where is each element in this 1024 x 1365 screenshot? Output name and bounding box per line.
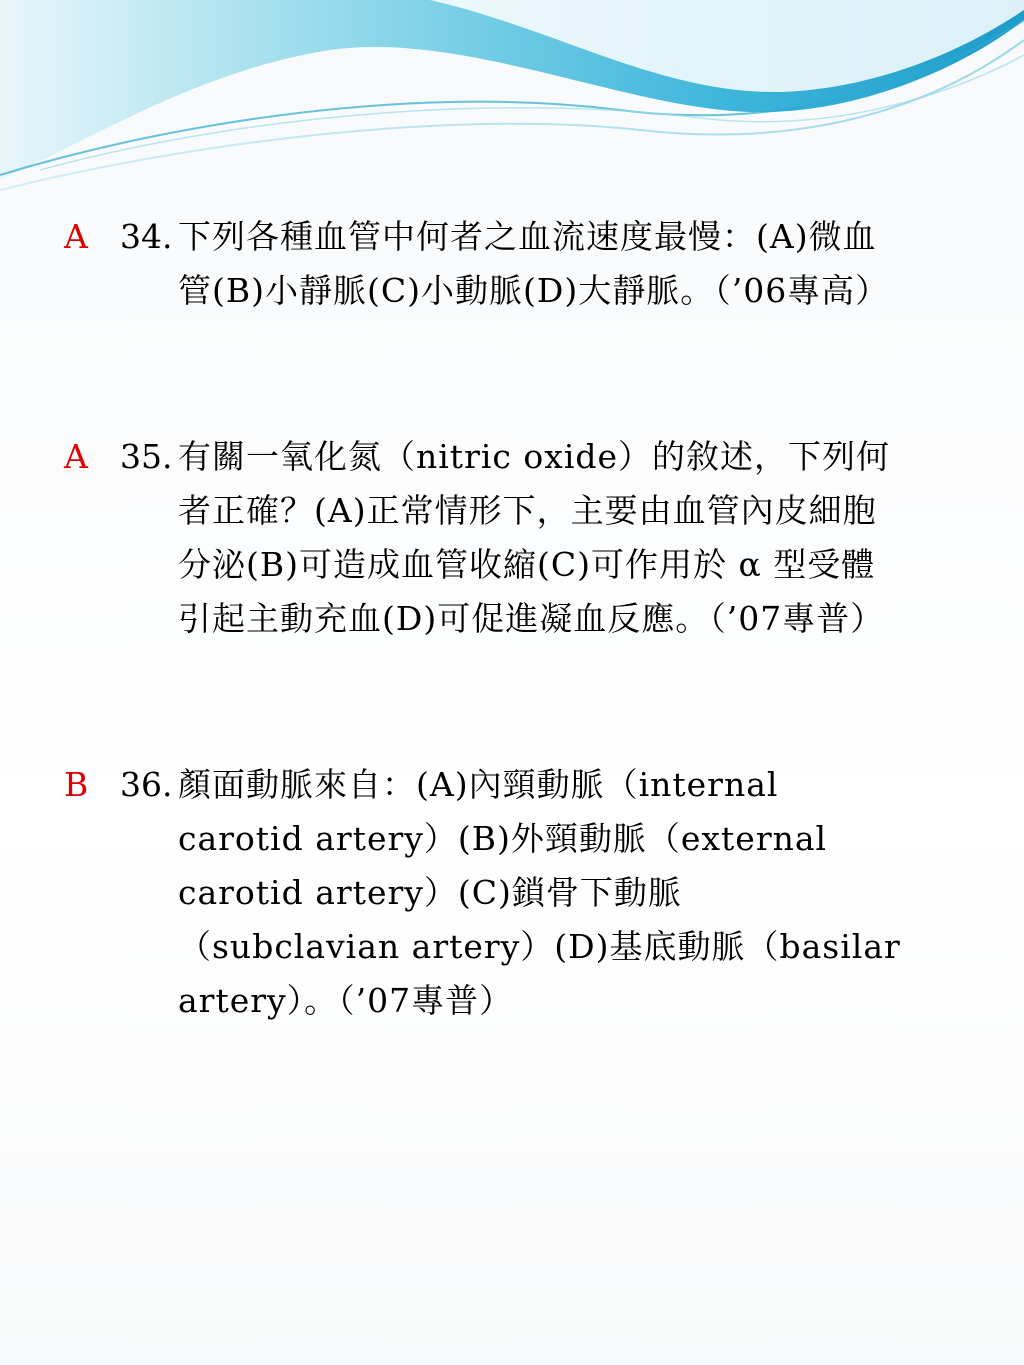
question-text: 下列各種血管中何者之血流速度最慢：(A)微血管(B)小靜脈(C)小動脈(D)大靜脈。（’06專高） (178, 217, 890, 310)
question-number: 35. (120, 437, 173, 476)
answer-label: A (64, 437, 88, 476)
question-text: 顏面動脈來自：(A)內頸動脈（internal carotid artery）(B)外頸動脈（external carotid artery）(C)鎖骨下動脈（subclavian artery）(D)基底動脈（basilar artery）。（’07專普） (178, 765, 901, 1020)
question-number: 36. (120, 765, 173, 804)
answer-label: A (64, 217, 88, 256)
question-number: 34. (120, 217, 173, 256)
header-wave-decoration (0, 0, 1024, 230)
answer-label: B (64, 765, 89, 804)
question-text: 有關一氧化氮（nitric oxide）的敘述，下列何者正確？(A)正常情形下，主要由血管內皮細胞分泌(B)可造成血管收縮(C)可作用於 α 型受體引起主動充血(D)可促進凝血反應。（’07專普） (178, 437, 891, 638)
